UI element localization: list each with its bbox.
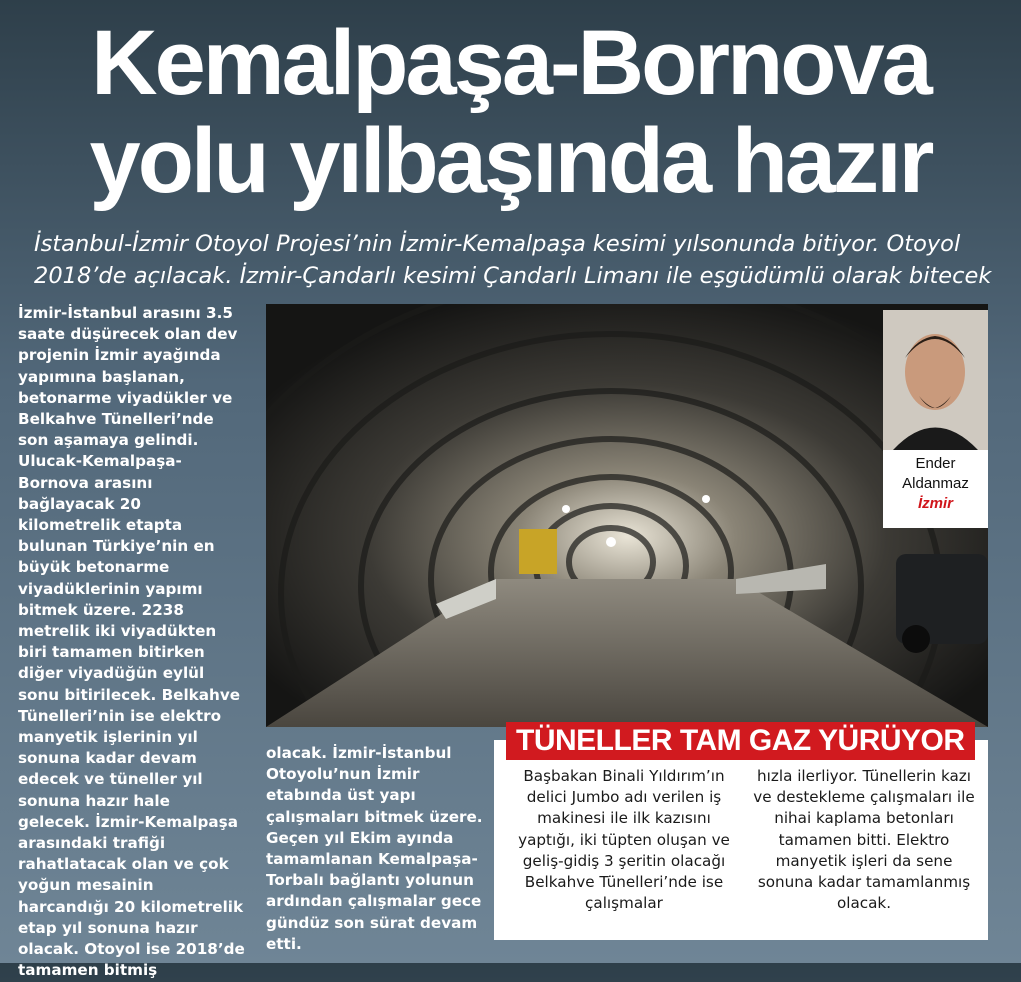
sidebar-box-column-2: hızla ilerliyor. Tünellerin kazı ve destekleme çalışmaları ile nihai kaplama betonları tamamen bitti. Elektro manyetik işleri da sene sonuna kadar tamamlanmış olacak. <box>753 767 975 913</box>
body-column-1: İzmir-İstanbul arasını 3.5 saate düşürecek olan dev projenin İzmir ayağında yapımına başlanan, betonarme viyadükler ve Belkahve Tünelleri’nde son aşamaya gelindi. Ulucak-Kemalpaşa-Bornova arasını bağlayacak 20 kilometrelik etapta bulunan Türkiye’nin en büyük betonarme viyadüklerinin yapımı bitmek üzere. 2238 metrelik iki viyadükten biri tamamen bitirken diğer viyadüğün eylül sonu bitirilecek. Belkahve Tünelleri’nin ise elektro manyetik işlerinin yıl sonuna kadar devam edecek ve tüneller yıl sonuna hazır hale gelecek. İzmir-Kemalpaşa arasındaki trafiği rahatlatacak olan ve çok yoğun mesainin harcandığı 20 kilometrelik etap yıl sonuna hazır olacak. Otoyol ise 2018’de tamamen bitmiş <box>18 304 245 980</box>
author-last-name: Aldanmaz <box>902 475 969 492</box>
sidebar-box-column-1: Başbakan Binali Yıldırım’ın delici Jumbo adı verilen iş makinesi ile ilk kazısını yaptığı, iki tüpten oluşan ve geliş-gidiş 3 şeritin olacağı Belkahve Tünelleri’nde ise çalışmalar <box>518 767 730 913</box>
author-city: İzmir <box>917 495 953 512</box>
sidebar-box-title: TÜNELLER TAM GAZ YÜRÜYOR <box>506 722 975 760</box>
author-portrait <box>883 310 988 450</box>
tunnel-photo <box>266 304 988 727</box>
headline-line-2: yolu yılbaşında hazır <box>89 110 932 212</box>
author-first-name: Ender <box>915 455 956 472</box>
author-card <box>883 310 988 528</box>
tunnel-illustration <box>266 304 988 727</box>
headline-line-1: Kemalpaşa-Bornova <box>91 12 930 114</box>
subheadline: İstanbul-İzmir Otoyol Projesi’nin İzmir-Kemalpaşa kesimi yılsonunda bitiyor. Otoyol 2018’de açılacak. İzmir-Çandarlı kesimi Çandarlı Limanı ile eşgüdümlü olarak bitecek <box>34 231 992 289</box>
body-column-2: olacak. İzmir-İstanbul Otoyolu’nun İzmir etabında üst yapı çalışmaları bitmek üzere. Geçen yıl Ekim ayında tamamlanan Kemalpaşa-Torbalı bağlantı yolunun ardından çalışmalar gece gündüz son sürat devam etti. <box>266 744 483 953</box>
